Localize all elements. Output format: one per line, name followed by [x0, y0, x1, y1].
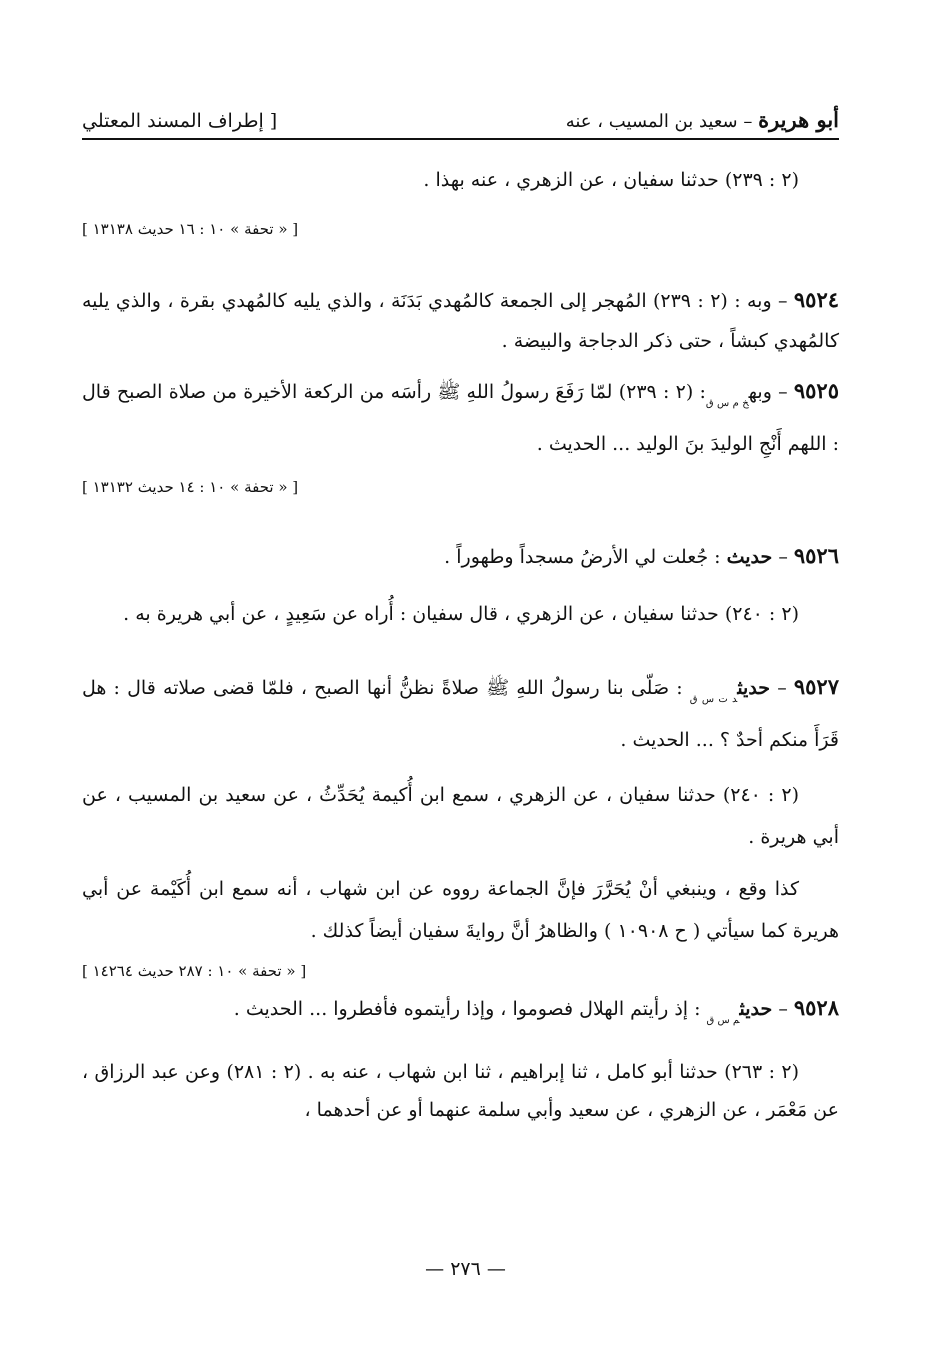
entry-text: : صَلّى بنا رسولُ اللهِ ﷺ صلاةً نظنُّ أنها الصبح ، فلمّا قضى صلاته قال : هل قَرَأَ منكم أحدٌ ؟ ... الحديث . [82, 677, 839, 751]
entry-keyword: حديث [726, 546, 773, 568]
header-book-title: [ إطراف المسند المعتلي [82, 110, 278, 132]
chain-text: (٢ : ٢٣٩) حدثنا سفيان ، عن الزهري ، عنه بهذا . [423, 169, 799, 191]
header-chapter-rest: – سعيد بن المسيب ، عنه [565, 111, 759, 132]
entry-text: : جُعلت لي الأرضُ مسجداً وطهوراً . [444, 546, 727, 568]
entry-number: ٩٥٢٨ [793, 995, 839, 1020]
chain-text: (٢ : ٢٦٣) حدثنا أبو كامل ، ثنا إبراهيم ، ثنا ابن شهاب ، عنه به . (٢ : ٢٨١) وعن عبد الرزاق ، عن مَعْمَر ، عن الزهري ، عن سعيد وأبي سلمة عنهما أو عن أحدهما ، [82, 1061, 839, 1121]
chain-text: (٢ : ٢٤٠) حدثنا سفيان ، عن الزهري ، سمع ابن أُكيمة يُحَدِّثُ ، عن سعيد بن المسيب ، عن أبي هريرة . [82, 784, 839, 848]
entry-text: : إذ رأيتم الهلال فصوموا ، وإذا رأيتموه فأفطروا ... الحديث . [233, 998, 707, 1020]
running-header [82, 98, 839, 140]
entry-number: ٩٥٢٥ [793, 378, 839, 403]
hadith-entry: ٩٥٢٨ – حديث$_{م س ق}$ : إذ رأيتم الهلال فصوموا ، وإذا رأيتموه فأفطروا ... الحديث . [233, 995, 839, 1026]
chain-text: (٢ : ٢٤٠) حدثنا سفيان ، عن الزهري ، قال سفيان : أُراه عن سَعِيدٍ ، عن أبي هريرة به . [123, 603, 799, 625]
entry-text: : (٢ : ٢٣٩) لمّا رَفَعَ رسولُ اللهِ ﷺ رأسَه من الركعة الأخيرة من صلاة الصبح قال : اللهم أَنْجِ الوليدَ بنَ الوليد ... الحديث . [82, 381, 839, 455]
hadith-entry [82, 371, 839, 464]
tuhfa-reference: [ « تحفة » ١٠ : ١٤ حديث ١٣١٣٢ ] [82, 478, 299, 496]
entry-lead: – وبه [748, 381, 794, 403]
page-body [82, 160, 839, 1129]
tuhfa-reference: [ « تحفة » ١٠ : ٢٨٧ حديث ١٤٢٦٤ ] [82, 962, 307, 980]
page-number: — ٢٧٦ — [425, 1258, 506, 1280]
entry-text: – وبه : (٢ : ٢٣٩) المُهجر إلى الجمعة كالمُهدي بَدَنَة ، والذي يليه كالمُهدي بقرة ، والذي يليه كالمُهدي كبشاً ، حتى ذكر الدجاجة والبيضة . [82, 290, 839, 352]
entry-keyword: حديث [737, 677, 771, 699]
entry-number: ٩٥٢٧ [793, 674, 839, 699]
hadith-entry: ٩٥٢٧ – حديث$_{د ت س ق}$ : صَلّى بنا رسولُ اللهِ ﷺ صلاةً نظنُّ أنها الصبح ، فلمّا قضى صلاته قال : هل قَرَأَ منكم أحدٌ ؟ ... الحديث . [82, 674, 839, 751]
tuhfa-reference: [ « تحفة » ١٠ : ١٦ حديث ١٣١٣٨ ] [82, 220, 299, 238]
hadith-entry: ٩٥٢٦ – حديث : جُعلت لي الأرضُ مسجداً وطهوراً . [444, 543, 839, 568]
entry-keyword: حديث [739, 998, 773, 1020]
collector-symbols: د ت س ق [689, 694, 738, 705]
hadith-entry [82, 280, 839, 361]
entry-number: ٩٥٢٤ [793, 287, 840, 312]
editor-note: كذا وقع ، وينبغي أنْ يُحَرَّرَ فإنَّ الجماعة رووه عن ابن شهاب ، أنه سمع ابن أُكَيْمة عن أبي هريرة كما سيأتي ( ح ١٠٩٠٨ ) والظاهرُ أنَّ روايةَ سفيان أيضاً كذلك . [82, 878, 839, 942]
header-chapter [566, 107, 839, 132]
header-chapter-bold: أبو هريرة [758, 107, 839, 132]
collector-symbols: خ م س ق [705, 398, 749, 409]
collector-symbols: م س ق [706, 1015, 740, 1026]
entry-number: ٩٥٢٦ [793, 543, 839, 568]
